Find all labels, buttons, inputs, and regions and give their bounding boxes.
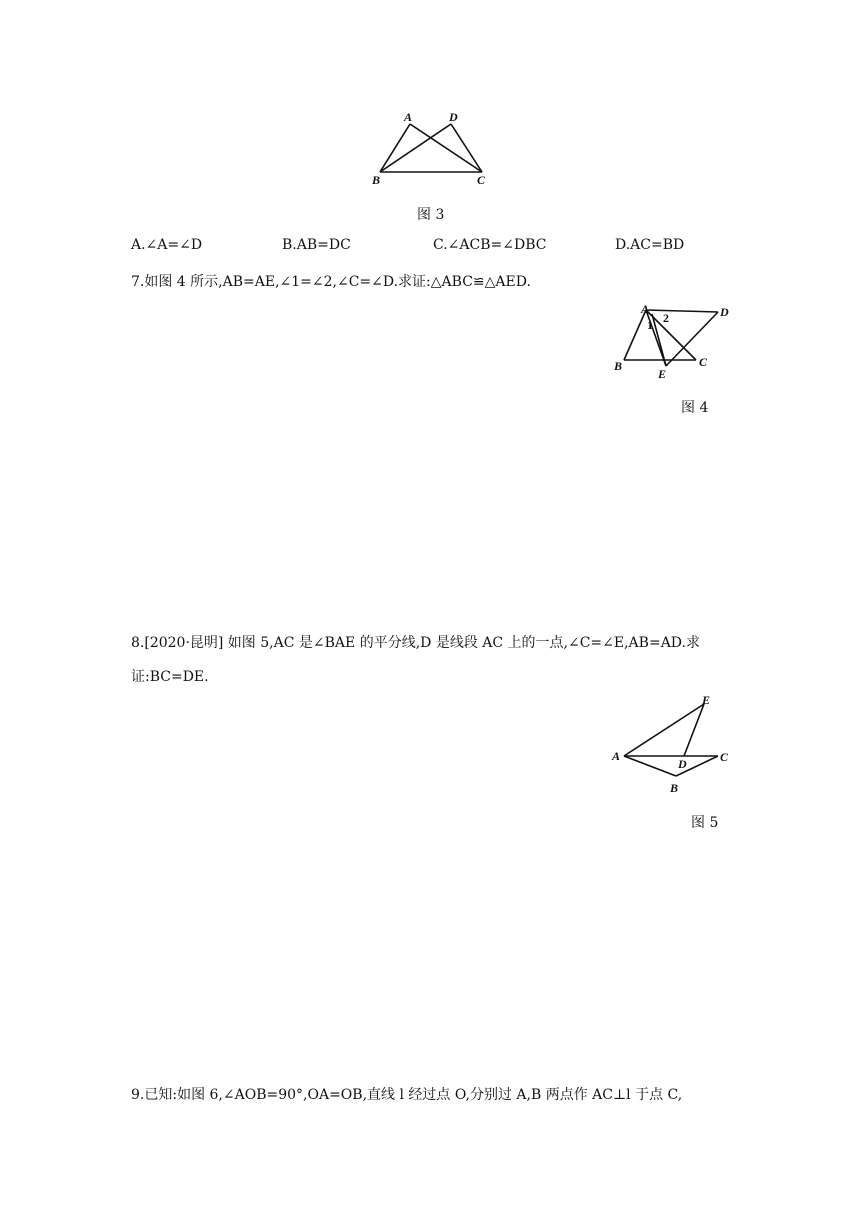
label-d: D xyxy=(449,110,458,124)
segment-ae xyxy=(624,704,704,756)
label-b: B xyxy=(372,173,381,187)
question-7-text: 7.如图 4 所示,AB=AE,∠1=∠2,∠C=∠D.求证:△ABC≌△AED. xyxy=(131,274,531,290)
label-a: A xyxy=(641,302,650,316)
label-b: B xyxy=(670,781,679,795)
label-c: C xyxy=(699,355,708,369)
figure-5-caption: 图 5 xyxy=(691,815,719,831)
segment-dc xyxy=(451,124,482,172)
option-d: D.AC=BD xyxy=(615,237,685,253)
option-c: C.∠ACB=∠DBC xyxy=(433,237,547,253)
label-a: A xyxy=(612,749,621,763)
angle-2-label: 2 xyxy=(663,311,669,325)
option-a: A.∠A=∠D xyxy=(131,237,203,253)
question-8-text-line-2: 证:BC=DE. xyxy=(131,669,209,685)
label-d: D xyxy=(678,757,687,771)
figure-3-caption: 图 3 xyxy=(417,207,445,223)
figure-3-diagram xyxy=(360,108,500,190)
label-e: E xyxy=(702,693,711,707)
figure-5-diagram xyxy=(606,690,742,802)
label-e: E xyxy=(658,367,667,381)
segment-ac xyxy=(410,124,482,172)
question-9-text: 9.已知:如图 6,∠AOB=90°,OA=OB,直线 l 经过点 O,分别过 A,B 两点作 AC⊥l 于点 C, xyxy=(131,1087,683,1103)
segment-ad xyxy=(646,310,718,312)
segment-ba xyxy=(380,124,410,172)
segment-de xyxy=(684,704,704,756)
segment-bd xyxy=(380,124,451,172)
label-d: D xyxy=(720,305,729,319)
option-b: B.AB=DC xyxy=(282,237,351,253)
label-a: A xyxy=(404,110,413,124)
angle-1-label: 1 xyxy=(647,318,653,332)
figure-4-diagram xyxy=(608,300,740,382)
segment-ab xyxy=(624,756,676,776)
label-c: C xyxy=(720,750,729,764)
label-c: C xyxy=(477,173,486,187)
label-b: B xyxy=(614,359,623,373)
segment-ed xyxy=(666,312,718,366)
segment-ab xyxy=(624,310,646,360)
question-8-text-line-1: 8.[2020·昆明] 如图 5,AC 是∠BAE 的平分线,D 是线段 AC 上的一点,∠C=∠E,AB=AD.求 xyxy=(131,635,700,651)
figure-4-caption: 图 4 xyxy=(681,400,709,416)
